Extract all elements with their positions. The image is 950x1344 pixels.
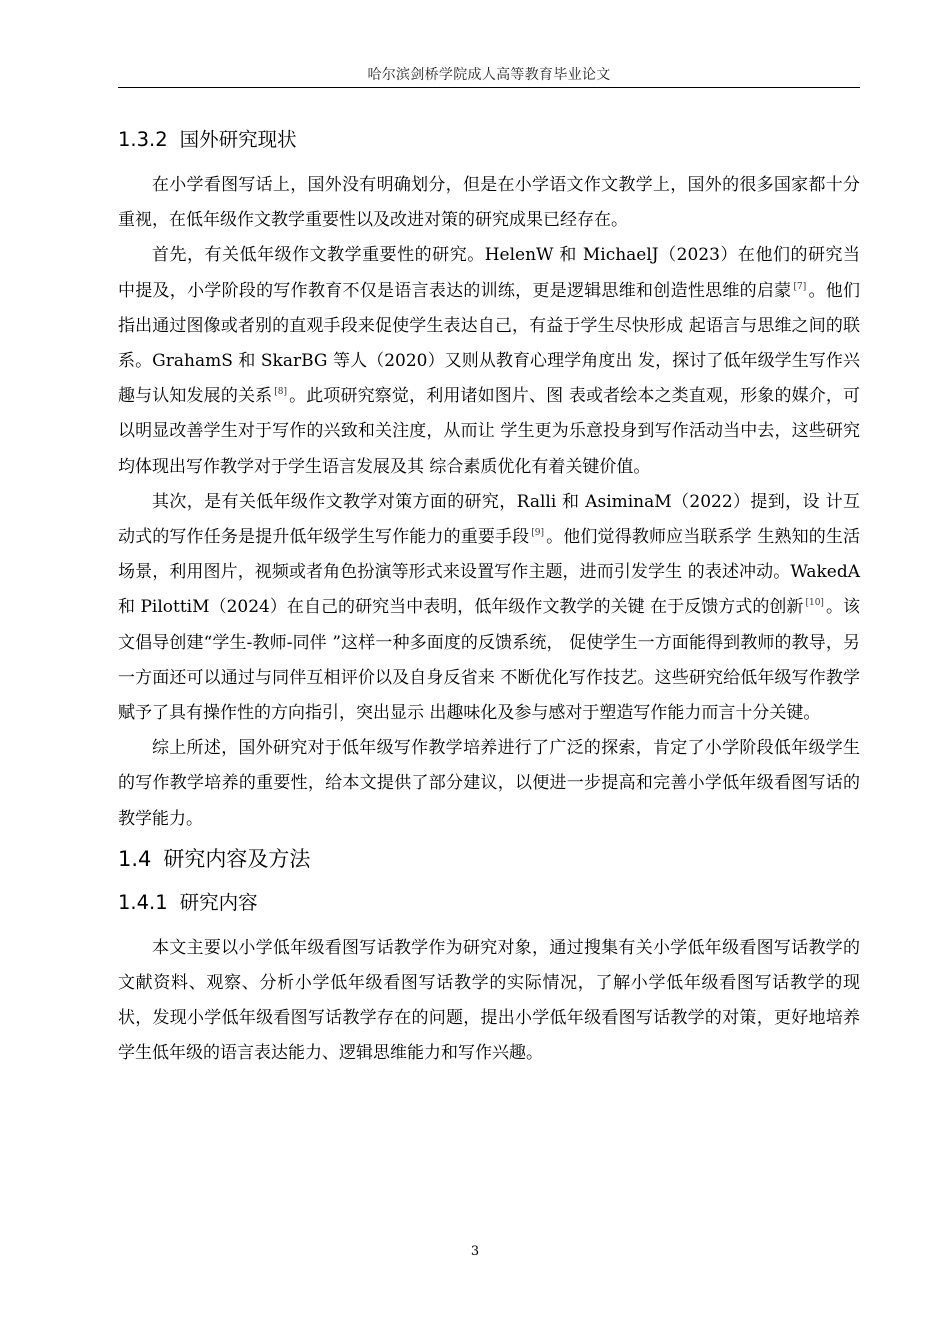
paragraph-summary: 综上所述，国外研究对于低年级写作教学培养进行了广泛的探索，肯定了小学阶段低年级学生的写作教学培养的重要性，给本文提供了部分建议，以便进一步提高和完善小学低年级看图写话的教学能力。 [118, 738, 860, 829]
page-number: 3 [470, 1244, 480, 1259]
heading-title: 研究内容 [179, 890, 258, 914]
heading-number: 1.3.2 [118, 128, 168, 151]
citation-8: [8] [274, 387, 287, 398]
heading-title: 国外研究现状 [179, 128, 297, 151]
citation-10: [10] [805, 598, 824, 609]
running-header: 哈尔滨剑桥学院成人高等教育毕业论文 [367, 67, 611, 83]
heading-number: 1.4 [118, 846, 152, 871]
citation-7: [7] [793, 281, 807, 292]
heading-number: 1.4.1 [118, 890, 168, 914]
heading-title: 研究内容及方法 [163, 846, 311, 871]
citation-9: [9] [531, 528, 545, 539]
header-rule [118, 87, 860, 88]
heading-1-4-1 [118, 887, 860, 919]
heading-1-4 [118, 841, 860, 877]
paragraph-research-content: 本文主要以小学低年级看图写话教学作为研究对象，通过搜集有关小学低年级看图写话教学的文献资料、观察、分析小学低年级看图写话教学的实际情况，了解小学低年级看图写话教学的现状，发现小学低年级看图写话教学存在的问题，提出小学低年级看图写话教学的对策，更好地培养学生低年级的语言表达能力、逻辑思维能力和写作兴趣。 [118, 937, 860, 1064]
heading-1-3-2 [118, 124, 860, 156]
page-body [118, 124, 860, 1072]
paragraph-strategies: 其次，是有关低年级作文教学对策方面的研究，Ralli 和 AsiminaM（2022）提到，设 计互动式的写作任务是提升低年级学生写作能力的重要手段 [9] 。他们觉得教师应当联系学 生熟知的生活场景，利用图片，视频或者角色扮演等形式来设置写作主题，进而引发学生 的表述冲动。WakedA 和 PilottiM（2024）在自己的研究当中表明，低年级作文教学的关键 在于反馈方式的创新 [10] 。该文倡导创建“学生-教师-同伴 ”这样一种多面度的反馈系统， 促使学生一方面能得到教师的教导，另一方面还可以通过与同伴互相评价以及自身反省来 不断优化写作技艺。这些研究给低年级写作教学赋予了具有操作性的方向指引，突出显示 出趣味化及参与感对于塑造写作能力而言十分关键。 [118, 491, 861, 724]
paragraph-intro: 在小学看图写话上，国外没有明确划分，但是在小学语文作文教学上，国外的很多国家都十分重视，在低年级作文教学重要性以及改进对策的研究成果已经存在。 [118, 175, 860, 231]
paragraph-importance: 首先，有关低年级作文教学重要性的研究。HelenW 和 MichaelJ（2023）在他们的研究当中提及，小学阶段的写作教育不仅是语言表达的训练，更是逻辑思维和创造性思维的启蒙 [7] 。他们指出通过图像或者别的直观手段来促使学生表达自己，有益于学生尽快形成 起语言与思维之间的联系。GrahamS 和 SkarBG 等人（2020）又则从教育心理学角度出 发，探讨了低年级学生写作兴趣与认知发展的关系 [8] 。此项研究察觉，利用诸如图片、图 表或者绘本之类直观，形象的媒介，可以明显改善学生对于写作的兴致和关注度，从而让 学生更为乐意投身到写作活动当中去，这些研究均体现出写作教学对于学生语言发展及其 综合素质优化有着关键价值。 [118, 245, 861, 477]
